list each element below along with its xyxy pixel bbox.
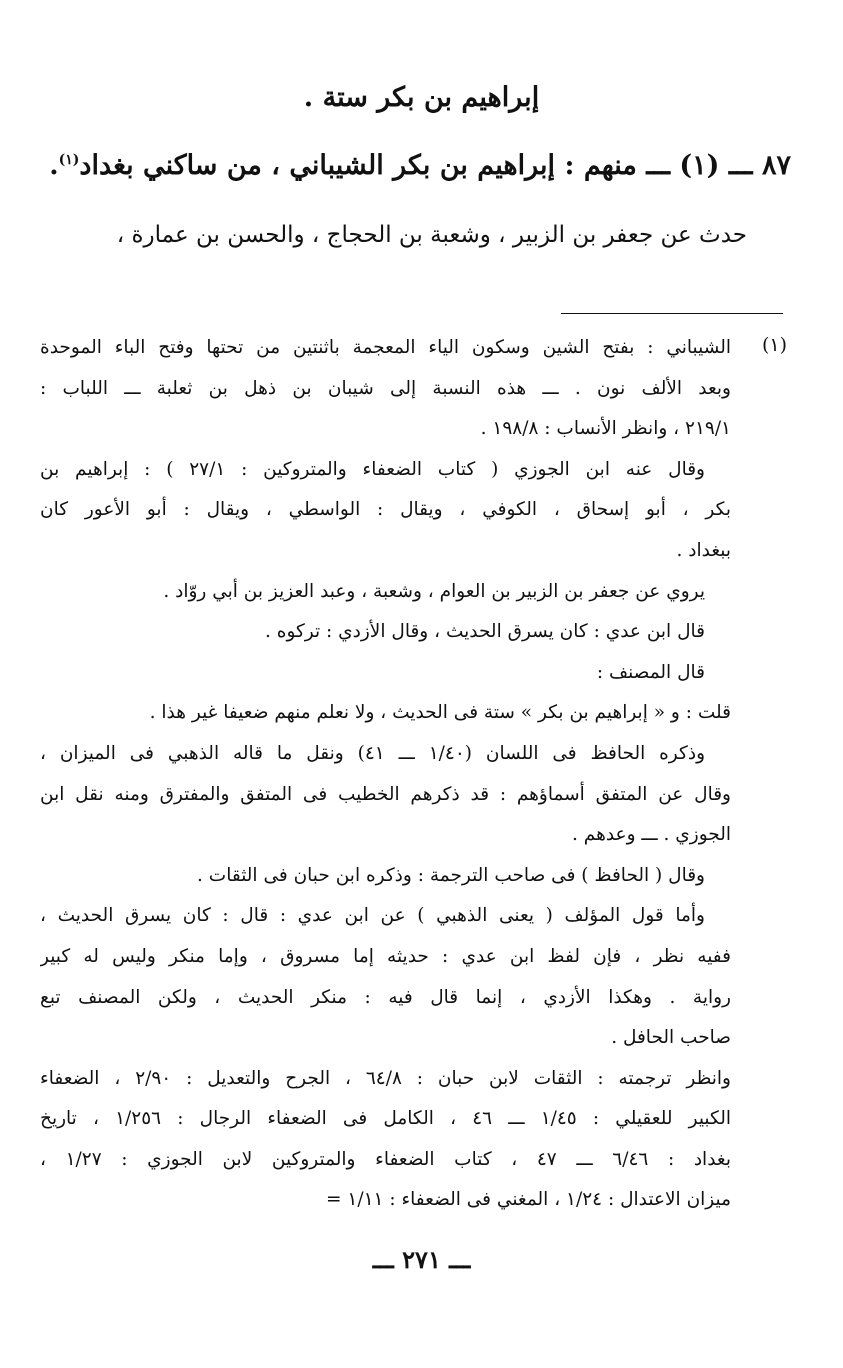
footnote-line: يروي عن جعفر بن الزبير بن العوام ، وشعبة ، وعبد العزيز بن أبي روّاد .	[163, 580, 705, 602]
footnote-line: وقال عنه ابن الجوزي ( كتاب الضعفاء والمتروكين : ٢٧/١ ) : إبراهيم بن	[40, 458, 705, 480]
footnote-line: وقال ( الحافظ ) فى صاحب الترجمة : وذكره ابن حبان فى الثقات .	[197, 864, 705, 886]
entry-title-end: .	[49, 150, 59, 181]
main-text-line: حدث عن جعفر بن الزبير ، وشعبة بن الحجاج ، والحسن بن عمارة ،	[116, 222, 747, 248]
footnote-line: صاحب الحافل .	[611, 1027, 731, 1049]
footnote-reference[interactable]: (١)	[58, 152, 80, 168]
footnote-separator	[561, 313, 783, 314]
footnote-line: الكبير للعقيلي : ١/٤٥ ـــ ٤٦ ، الكامل فى الضعفاء الرجال : ١/٢٥٦ ، تاريخ	[40, 1108, 731, 1130]
footnote-line: قال المصنف :	[596, 661, 705, 683]
footnote-line: ففيه نظر ، فإن لفظ ابن عدي : حديثه إما مسروق ، وإما منكر وليس له كبير	[40, 945, 731, 967]
footnote-line: بغداد : ٦/٤٦ ـــ ٤٧ ، كتاب الضعفاء والمتروكين لابن الجوزي : ١/٢٧ ،	[40, 1148, 731, 1170]
footnote-line: وانظر ترجمته : الثقات لابن حبان : ٦٤/٨ ، الجرح والتعديل : ٢/٩٠ ، الضعفاء	[40, 1067, 731, 1089]
footnote-line: الجوزي . ـــ وعدهم .	[572, 824, 731, 846]
footnote-line: ٢١٩/١ ، وانظر الأنساب : ١٩٨/٨ .	[480, 418, 731, 440]
footnote-line: قلت : و « إبراهيم بن بكر » ستة فى الحديث ، ولا نعلم منهم ضعيفا غير هذا .	[149, 702, 731, 724]
footnote-line: وبعد الألف نون . ـــ هذه النسبة إلى شيبان بن ذهل بن ثعلبة ـــ اللباب :	[40, 377, 731, 399]
footnote-line: رواية . وهكذا الأزدي ، إنما قال فيه : منكر الحديث ، ولكن المصنف تبع	[40, 986, 731, 1008]
footnote-line: وأما قول المؤلف ( يعنى الذهبي ) عن ابن عدي : قال : كان يسرق الحديث ،	[40, 905, 705, 927]
footnote-line: الشيباني : بفتح الشين وسكون الياء المعجمة باثنتين من تحتها وفتح الباء الموحدة	[40, 337, 731, 358]
footnote-line: ببغداد .	[676, 539, 731, 561]
footnote-line: ميزان الاعتدال : ١/٢٤ ، المغني فى الضعفاء : ١/١١ =	[326, 1189, 731, 1211]
footnote-marker: (١)	[761, 334, 787, 356]
footnote-line: وقال عن المتفق أسماؤهم : قد ذكرهم الخطيب فى المتفق والمفترق ومنه نقل ابن	[40, 783, 731, 805]
footnote-line: وذكره الحافظ فى اللسان (١/٤٠ ـــ ٤١) ونقل ما قاله الذهبي فى الميزان ،	[40, 742, 705, 764]
footnote-body	[40, 328, 731, 1221]
section-heading: إبراهيم بن بكر ستة .	[303, 82, 540, 113]
page-number: ـــ ٢٧١ ـــ	[372, 1245, 471, 1274]
entry-title-text: ٨٧ ـــ (١) ـــ منهم : إبراهيم بن بكر الشيباني ، من ساكني بغداد	[79, 150, 791, 181]
footnote-line: قال ابن عدي : كان يسرق الحديث ، وقال الأزدي : تركوه .	[264, 621, 705, 643]
footnote-line: بكر ، أبو إسحاق ، الكوفي ، ويقال : الواسطي ، ويقال : أبو الأعور كان	[40, 499, 731, 521]
entry-title	[40, 150, 791, 181]
